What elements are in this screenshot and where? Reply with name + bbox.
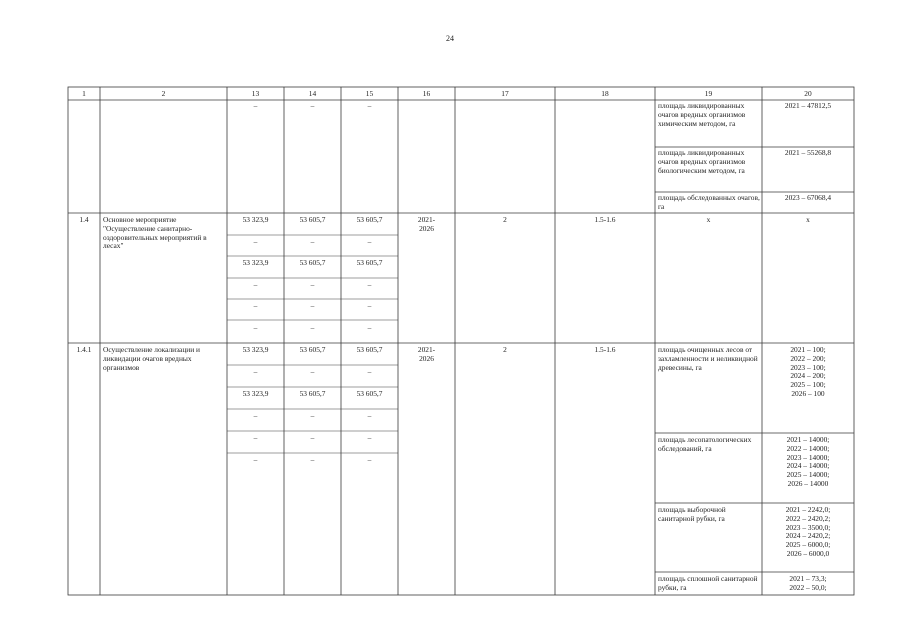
funding-cell: –: [310, 323, 315, 332]
funding-cell: –: [310, 367, 315, 376]
funding-cell: 53 323,9: [242, 345, 269, 354]
funding-cell: 53 605,7: [299, 345, 326, 354]
period-cell: 2021- 2026: [417, 215, 436, 233]
funding-cell: –: [310, 101, 315, 110]
header-cell: 16: [422, 89, 431, 98]
indicator-name: площадь очищенных лесов от захламленности и неликвидной древесины, га: [658, 345, 758, 372]
funding-cell: –: [310, 411, 315, 420]
funding-cell: –: [253, 323, 258, 332]
indicator-name: х: [706, 215, 711, 224]
funding-cell: –: [367, 433, 372, 442]
funding-cell: 53 605,7: [356, 389, 383, 398]
indicator-name: площадь выборочной санитарной рубки, га: [658, 505, 726, 523]
header-cell: 2: [161, 89, 166, 98]
funding-cell: –: [367, 280, 372, 289]
funding-cell: –: [253, 411, 258, 420]
funding-cell: 53 323,9: [242, 258, 269, 267]
indicator-value: х: [806, 215, 810, 224]
col18-cell: 1.5-1.6: [594, 215, 616, 224]
funding-cell: –: [253, 101, 258, 110]
funding-cell: –: [310, 301, 315, 310]
funding-cell: 53 323,9: [242, 389, 269, 398]
funding-cell: 53 605,7: [299, 389, 326, 398]
funding-cell: –: [310, 237, 315, 246]
col17-cell: 2: [503, 215, 507, 224]
funding-cell: –: [310, 433, 315, 442]
indicator-value: 2021 – 2242,0; 2022 – 2420,2; 2023 – 3500,0; 2024 – 2420,2; 2025 – 6000,0; 2026 – 6000,0: [785, 505, 831, 558]
funding-cell: 53 605,7: [356, 215, 383, 224]
col18-cell: 1.5-1.6: [594, 345, 616, 354]
header-cell: 13: [251, 89, 260, 98]
activity-title: Основное мероприятие "Осуществление санитарно-оздоровительных мероприятий в лесах": [103, 215, 207, 251]
row-number: 1.4: [79, 215, 89, 224]
funding-cell: –: [253, 301, 258, 310]
col17-cell: 2: [503, 345, 507, 354]
funding-cell: –: [367, 101, 372, 110]
funding-cell: 53 605,7: [356, 345, 383, 354]
funding-cell: –: [253, 367, 258, 376]
page-number: 24: [446, 34, 454, 43]
funding-cell: –: [367, 323, 372, 332]
indicator-name: площадь лесопатологических обследований, га: [658, 435, 752, 453]
period-cell: 2021- 2026: [417, 345, 436, 363]
indicator-value: 2021 – 100; 2022 – 200; 2023 – 100; 2024 – 200; 2025 – 100; 2026 – 100: [790, 345, 826, 398]
indicator-name: площадь ликвидированных очагов вредных организмов химическим методом, га: [658, 101, 746, 128]
funding-cell: –: [367, 237, 372, 246]
funding-cell: 53 605,7: [299, 215, 326, 224]
header-cell: 1: [82, 89, 86, 98]
header-cell: 14: [308, 89, 317, 98]
header-cell: 15: [365, 89, 374, 98]
funding-cell: –: [367, 455, 372, 464]
activity-title: Осуществление локализации и ликвидации очагов вредных организмов: [103, 345, 200, 372]
indicator-value: 2021 – 73,3; 2022 – 50,0;: [789, 574, 827, 592]
indicator-value: 2023 – 67068,4: [784, 193, 832, 202]
funding-cell: –: [367, 367, 372, 376]
indicator-value: 2021 – 55268,8: [784, 148, 832, 157]
header-cell: 19: [704, 89, 713, 98]
header-cell: 17: [501, 89, 509, 98]
funding-cell: –: [310, 280, 315, 289]
funding-cell: –: [253, 455, 258, 464]
funding-cell: 53 605,7: [299, 258, 326, 267]
header-cell: 20: [804, 89, 812, 98]
row-number: 1.4.1: [76, 345, 92, 354]
funding-cell: –: [367, 411, 372, 420]
indicator-value: 2021 – 47812,5: [784, 101, 832, 110]
indicator-name: площадь обследованных очагов, га: [658, 193, 760, 211]
funding-cell: –: [310, 455, 315, 464]
funding-cell: –: [253, 280, 258, 289]
indicator-name: площадь сплошной санитарной рубки, га: [658, 574, 758, 592]
funding-cell: –: [367, 301, 372, 310]
funding-cell: 53 605,7: [356, 258, 383, 267]
funding-cell: 53 323,9: [242, 215, 269, 224]
funding-cell: –: [253, 433, 258, 442]
header-cell: 18: [601, 89, 609, 98]
indicator-name: площадь ликвидированных очагов вредных организмов биологическим методом, га: [658, 148, 746, 175]
funding-cell: –: [253, 237, 258, 246]
indicator-value: 2021 – 14000; 2022 – 14000; 2023 – 14000; 2024 – 14000; 2025 – 14000; 2026 – 14000: [786, 435, 830, 488]
